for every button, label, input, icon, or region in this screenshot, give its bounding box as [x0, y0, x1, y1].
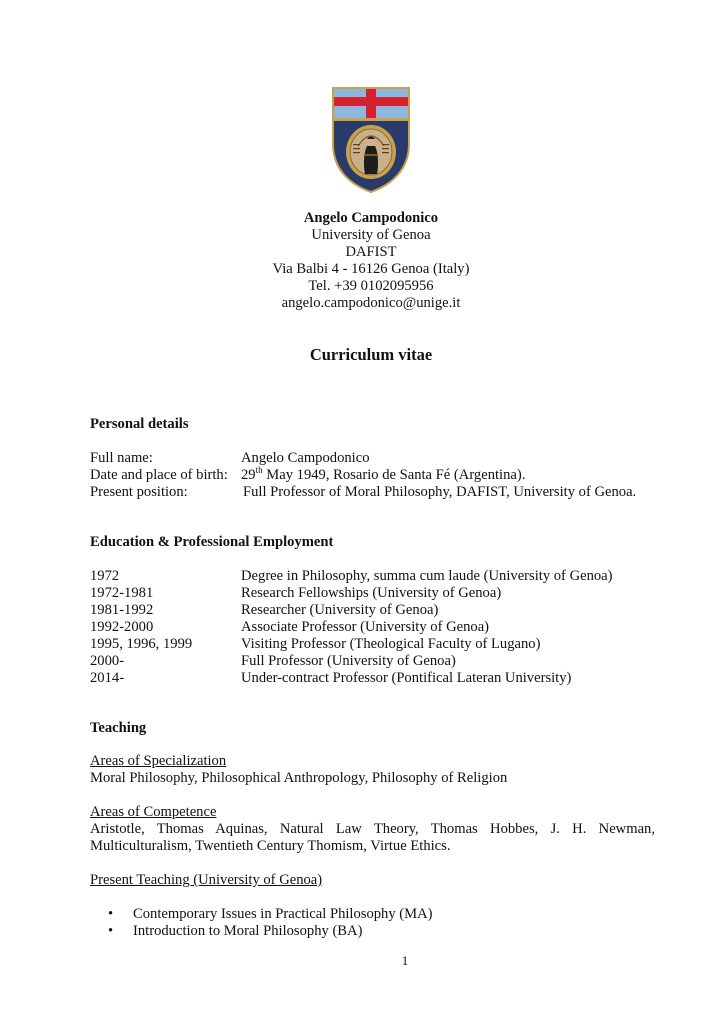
education-text: Visiting Professor (Theological Faculty of Lugano): [241, 636, 541, 652]
course-title: Introduction to Moral Philosophy (BA): [133, 923, 363, 939]
education-row: [90, 636, 660, 653]
education-row: [90, 670, 660, 687]
education-heading: Education & Professional Employment: [90, 534, 334, 550]
education-text: Degree in Philosophy, summa cum laude (University of Genoa): [241, 568, 613, 584]
specialization-heading: Areas of Specialization: [90, 753, 227, 769]
bullet-icon: •: [108, 906, 114, 922]
education-text: Under-contract Professor (Pontifical Lateran University): [241, 670, 572, 686]
education-year: 1972-1981: [90, 585, 154, 601]
competence-text: Aristotle, Thomas Aquinas, Natural Law Theory, Thomas Hobbes, J. H. Newman, Multiculturalism, Twentieth Century Thomism, Virtue Ethics.: [90, 821, 655, 854]
page-number: 1: [401, 953, 409, 968]
specialization-text: Moral Philosophy, Philosophical Anthropology, Philosophy of Religion: [90, 770, 508, 786]
course-list-item: [108, 906, 628, 923]
education-year: 1992-2000: [90, 619, 154, 635]
university-crest-logo: [331, 86, 411, 194]
personal-row-position: [90, 484, 660, 501]
education-year: 1995, 1996, 1999: [90, 636, 193, 652]
personal-row-full-name: [90, 450, 660, 467]
figure-robe: [364, 146, 378, 174]
education-row: [90, 585, 660, 602]
contact-header: [0, 210, 724, 312]
department: DAFIST: [345, 244, 397, 260]
institution: University of Genoa: [311, 227, 431, 243]
education-year: 2000-: [90, 653, 125, 669]
document-title: Curriculum vitae: [309, 345, 433, 364]
author-name: Angelo Campodonico: [303, 210, 439, 226]
present-teaching-heading: Present Teaching (University of Genoa): [90, 872, 323, 888]
cross-bar-vertical: [366, 86, 376, 118]
bullet-icon: •: [108, 923, 114, 939]
personal-label: Full name:: [90, 450, 153, 466]
address: Via Balbi 4 - 16126 Genoa (Italy): [272, 261, 470, 277]
course-list-item: [108, 923, 628, 940]
education-year: 1981-1992: [90, 602, 154, 618]
education-row: [90, 619, 660, 636]
education-text: Full Professor (University of Genoa): [241, 653, 456, 669]
personal-row-birth: [90, 467, 660, 484]
personal-value: Angelo Campodonico: [241, 450, 370, 466]
personal-label: Present position:: [90, 484, 188, 500]
personal-details-heading: Personal details: [90, 416, 189, 432]
education-text: Researcher (University of Genoa): [241, 602, 439, 618]
education-text: Research Fellowships (University of Genoa): [241, 585, 502, 601]
personal-value: 29th May 1949, Rosario de Santa Fé (Argentina).: [241, 465, 526, 483]
teaching-heading: Teaching: [90, 720, 147, 736]
phone: Tel. +39 0102095956: [308, 278, 434, 294]
education-year: 1972: [90, 568, 120, 584]
personal-value: Full Professor of Moral Philosophy, DAFIST, University of Genoa.: [243, 484, 637, 500]
personal-label: Date and place of birth:: [90, 467, 228, 483]
education-row: [90, 602, 660, 619]
education-year: 2014-: [90, 670, 125, 686]
course-title: Contemporary Issues in Practical Philosophy (MA): [133, 906, 433, 922]
competence-heading: Areas of Competence: [90, 804, 217, 820]
education-text: Associate Professor (University of Genoa): [241, 619, 490, 635]
education-row: [90, 568, 660, 585]
email-link[interactable]: angelo.campodonico@unige.it: [281, 295, 461, 311]
education-row: [90, 653, 660, 670]
